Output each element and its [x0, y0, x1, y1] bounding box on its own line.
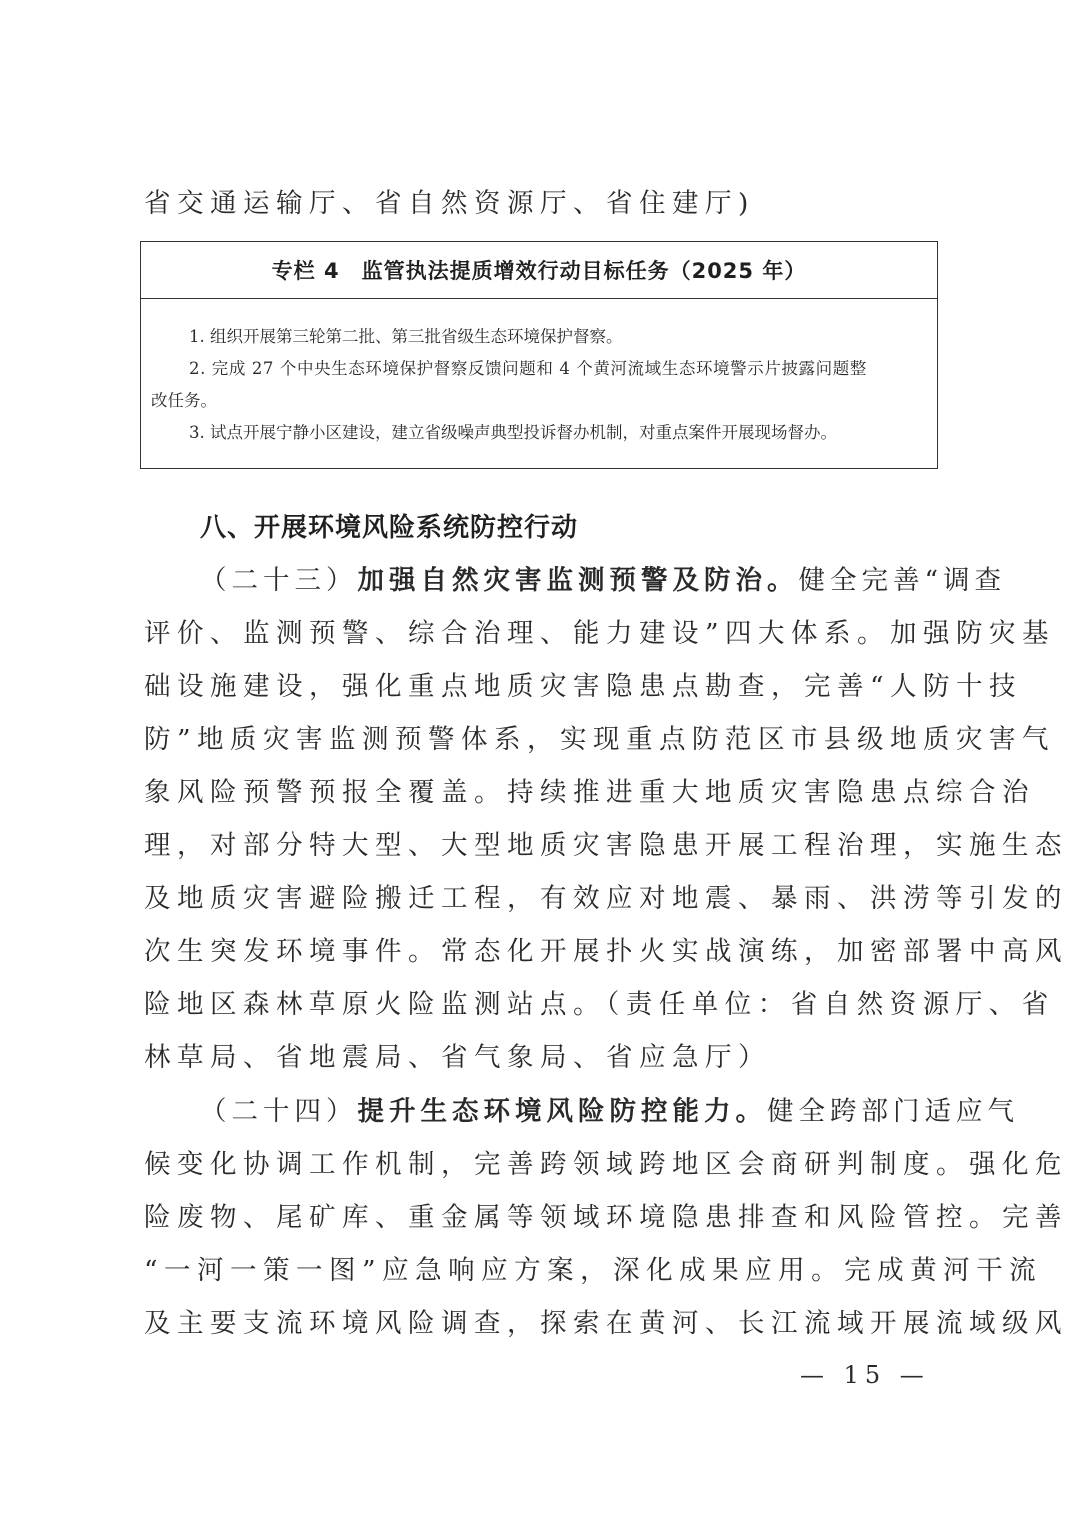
box-item-2-cont: 改任务。 — [151, 391, 217, 410]
section-heading: 八、开展环境风险系统防控行动 — [200, 513, 579, 543]
para24-line: 险废物、尾矿库、重金属等领域环境隐患排查和风险管控。完善 — [144, 1202, 1068, 1233]
page-number: — 15 — — [800, 1361, 930, 1389]
para23-line: 评价、监测预警、综合治理、能力建设”四大体系。加强防灾基 — [144, 618, 1056, 649]
para23-line: 象风险预警预报全覆盖。持续推进重大地质灾害隐患点综合治 — [144, 777, 1035, 808]
para23-lead: （二十三） — [200, 565, 358, 596]
para23-first-line — [200, 565, 1007, 597]
column-box — [140, 241, 938, 469]
para24-bold-title: 提升生态环境风险防控能力。 — [357, 1096, 767, 1127]
box-item-3: 3. 试点开展宁静小区建设，建立省级噪声典型投诉督办机制，对重点案件开展现场督办。 — [189, 423, 837, 442]
para23-line: 防”地质灾害监测预警体系，实现重点防范区市县级地质灾害气 — [144, 724, 1056, 755]
para23-line: 次生突发环境事件。常态化开展扑火实战演练，加密部署中高风 — [144, 936, 1068, 967]
continuation-line: 省交通运输厅、省自然资源厅、省住建厅) — [144, 188, 755, 219]
para23-line: 理，对部分特大型、大型地质灾害隐患开展工程治理，实施生态 — [144, 830, 1068, 861]
box-item-1: 1. 组织开展第三轮第二批、第三批省级生态环境保护督察。 — [189, 327, 623, 346]
para23-first-rest: 健全完善“调查 — [798, 565, 1007, 596]
para23-line: 林草局、省地震局、省气象局、省应急厅） — [144, 1042, 771, 1073]
para23-line: 及地质灾害避险搬迁工程，有效应对地震、暴雨、洪涝等引发的 — [144, 883, 1068, 914]
para24-first-line — [200, 1096, 1019, 1128]
column-box-title: 专栏 4 监管执法提质增效行动目标任务（2025 年） — [141, 242, 937, 299]
box-item-2: 2. 完成 27 个中央生态环境保护督察反馈问题和 4 个黄河流域生态环境警示片披露问题整 — [189, 359, 867, 378]
para23-bold-title: 加强自然灾害监测预警及防治。 — [357, 565, 799, 596]
para24-line: 及主要支流环境风险调查，探索在黄河、长江流域开展流域级风 — [144, 1308, 1068, 1339]
para24-first-rest: 健全跨部门适应气 — [767, 1096, 1019, 1127]
para24-line: “一河一策一图”应急响应方案，深化成果应用。完成黄河干流 — [144, 1255, 1043, 1286]
para24-line: 候变化协调工作机制，完善跨领域跨地区会商研判制度。强化危 — [144, 1149, 1068, 1180]
para23-line: 险地区森林草原火险监测站点。（责任单位：省自然资源厅、省 — [144, 989, 1055, 1020]
para23-line: 础设施建设，强化重点地质灾害隐患点勘查，完善“人防十技 — [144, 671, 1023, 702]
para24-lead: （二十四） — [200, 1096, 358, 1127]
